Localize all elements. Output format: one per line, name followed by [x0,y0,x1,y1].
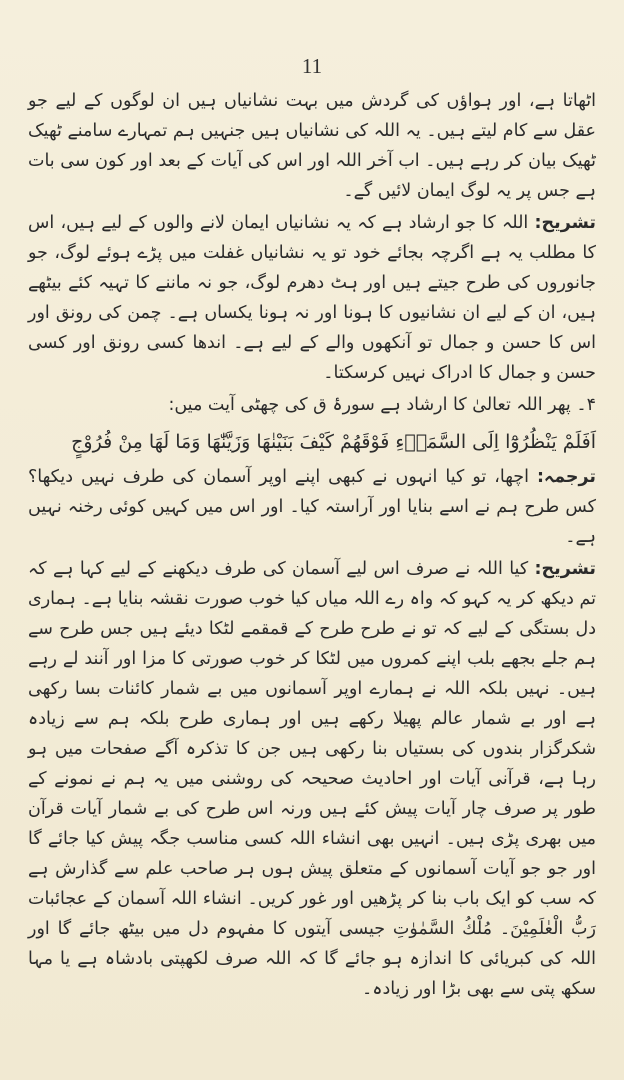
paragraph-verse-intro: ۴۔ پھر اللہ تعالیٰ کا ارشاد ہے سورۂ ق کی چھٹی آیت میں: [168,395,596,415]
translation-label: ترجمہ: [536,467,596,487]
translation-text: اچھا، تو کیا انہوں نے کبھی اپنے اوپر آسمان کی طرف نہیں دیکھا؟ کس طرح ہم نے اسے بنایا اور آراستہ کیا۔ اور اس میں کہیں کوئی رخنہ نہیں ہے۔ [28,467,596,547]
commentary-text: اللہ کا جو ارشاد ہے کہ یہ نشانیاں ایمان لانے والوں کے لیے ہیں، اس کا مطلب یہ ہے اگرچہ بجائے خود تو یہ نشانیاں غفلت میں پڑے ہوئے لوگ، جو جانوروں کی طرح جیتے ہیں اور ہٹ دھرم لوگ، جو نہ ماننے کا تہیہ کئے بیٹھے ہیں، ان کے لیے ان نشانیوں کا ہونا اور نہ ہونا یکساں ہے۔ چمن کی رونق اور اس کا حسن و جمال تو آنکھوں والے کے لیے ہے۔ اندھا کسی رونق اور کسی حسن و جمال کا ادراک نہیں کرسکتا۔ [28,213,596,383]
paragraph-intro: اٹھاتا ہے، اور ہواؤں کی گردش میں بہت نشانیاں ہیں ان لوگوں کے لیے جو عقل سے کام لیتے ہیں۔ یہ اللہ کی نشانیاں ہیں جنہیں ہم تمہارے سامنے ٹھیک ٹھیک بیان کر رہے ہیں۔ اب آخر اللہ اور اس کی آیات کے بعد اور کون سی بات ہے جس پر یہ لوگ ایمان لائیں گے۔ [28,91,596,201]
commentary-text-2: کیا اللہ نے صرف اس لیے آسمان کی طرف دیکھنے کے لیے کہا ہے کہ تم دیکھ کر یہ کہو کہ واہ رے اللہ میاں کیا خوب صورت نقشہ بنایا ہے۔ ہماری دل بستگی کے لیے کہ تو نے طرح طرح کے قمقمے لٹکا دیئے ہیں جس طرح سے ہم جلے بجھے بلب اپنے کمروں میں لٹکا کر خوب صورتی کا مزا اور آنند لے رہے ہیں۔ نہیں بلکہ اللہ نے ہمارے اوپر آسمانوں میں بے شمار کائنات بسا رکھی ہے اور بے شمار عالم پھیلا رکھے ہیں اور ہماری طرح بلکہ ہم سے زیادہ شکرگزار بندوں کی بستیاں بنا رکھی ہیں جن کا تذکرہ آگے صفحات میں ہو رہا ہے، قرآنی آیات اور احادیث صحیحہ کی روشنی میں یہ ہم نے نمونے کے طور پر صرف چار آیات پیش کئے ہیں ورنہ اس طرح کی بے شمار آیات قرآن میں بھری پڑی ہیں۔ انہیں بھی انشاء اللہ کسی مناسب جگہ پیش کیا جائے گا اور جو جو آیات آسمانوں کے متعلق پیش ہوں ہر صاحب علم سے گذارش ہے کہ سب کو ایک باب بنا کر پڑھیں اور غور کریں۔ انشاء اللہ آسمان کے عجائبات رَبُّ الْعٰلَمِیْنَ۔ مُلْكُ السَّمٰوٰتِ جیسی آیتوں کا مفہوم دل میں بیٹھ جائے گا اور اللہ کی کبریائی کا اندازہ ہو جائے گا کہ اللہ صرف لکھپتی بادشاہ ہے یا مہا سکھ پتی سے بھی بڑا اور زیادہ۔ [28,559,596,999]
arabic-verse: اَفَلَمْ یَنْظُرُوْٓا اِلَی السَّمَاۗءِ فَوْقَهُمْ كَیْفَ بَنَیْنٰهَا وَزَیَّنّٰهَا وَمَا لَهَا مِنْ فُرُوْجٍ [71,431,596,453]
commentary-label-2: تشریح: [534,559,596,579]
commentary-label: تشریح: [534,213,596,233]
paragraph-translation [28,462,596,552]
page-number: 11 [301,54,323,78]
page-body [28,86,596,1006]
paragraph-commentary-2 [28,554,596,1004]
paragraph-commentary-1 [28,208,596,388]
